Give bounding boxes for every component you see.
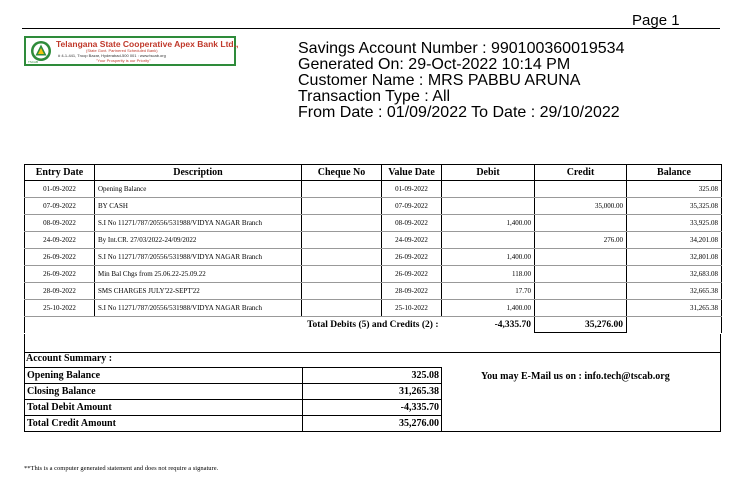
description-cell: Min Bal Chgs from 25.06.22-25.09.22: [95, 266, 302, 283]
entry-date-cell: 26-09-2022: [25, 249, 95, 266]
credit-cell: 276.00: [535, 232, 627, 249]
statement-header: [298, 41, 624, 121]
summary-label: Total Credit Amount: [25, 416, 303, 432]
balance-cell: 31,265.38: [627, 300, 722, 317]
debit-cell: [442, 198, 535, 215]
balance-cell: 35,325.08: [627, 198, 722, 215]
entry-date-cell: 24-09-2022: [25, 232, 95, 249]
account-number: Savings Account Number : 990100360019534: [298, 40, 625, 57]
entry-date-cell: 25-10-2022: [25, 300, 95, 317]
balance-cell: 32,665.38: [627, 283, 722, 300]
credit-cell: 35,000.00: [535, 198, 627, 215]
entry-date-cell: 01-09-2022: [25, 181, 95, 198]
col-description: Description: [95, 165, 302, 181]
summary-spacer: [24, 334, 721, 352]
credit-cell: [535, 249, 627, 266]
cheque-cell: [302, 232, 382, 249]
bank-logo-tag: TSCAB: [28, 60, 39, 64]
col-cheque-no: Cheque No: [302, 165, 382, 181]
summary-label: Opening Balance: [25, 368, 303, 384]
description-cell: S.I No 11271/787/20556/531988/VIDYA NAGAR Branch: [95, 215, 302, 232]
value-date-cell: 24-09-2022: [382, 232, 442, 249]
footnote: **This is a computer generated statement and does not require a signature.: [24, 465, 219, 472]
debit-cell: 17.70: [442, 283, 535, 300]
balance-cell: 33,925.08: [627, 215, 722, 232]
balance-cell: 32,801.08: [627, 249, 722, 266]
account-summary-table: [24, 367, 442, 432]
col-value-date: Value Date: [382, 165, 442, 181]
email-note: You may E-Mail us on : info.tech@tscab.org: [481, 371, 670, 382]
value-date-cell: 01-09-2022: [382, 181, 442, 198]
col-credit: Credit: [535, 165, 627, 181]
value-date-cell: 26-09-2022: [382, 266, 442, 283]
bank-logo: [24, 36, 239, 66]
entry-date-cell: 07-09-2022: [25, 198, 95, 215]
summary-value: 325.08: [303, 368, 442, 384]
total-credit: 35,276.00: [535, 317, 627, 333]
description-cell: By Int.CR. 27/03/2022-24/09/2022: [95, 232, 302, 249]
table-row: [25, 266, 722, 283]
transactions-table: [24, 164, 722, 333]
summary-value: 31,265.38: [303, 384, 442, 400]
debit-cell: 118.00: [442, 266, 535, 283]
page-number: Page 1: [632, 12, 680, 29]
debit-cell: [442, 232, 535, 249]
value-date-cell: 25-10-2022: [382, 300, 442, 317]
credit-cell: [535, 215, 627, 232]
transaction-type: Transaction Type : All: [298, 88, 451, 105]
description-cell: Opening Balance: [95, 181, 302, 198]
totals-row: [25, 317, 722, 333]
date-range: From Date : 01/09/2022 To Date : 29/10/2022: [298, 104, 620, 121]
col-balance: Balance: [627, 165, 722, 181]
credit-cell: [535, 283, 627, 300]
table-row: [25, 215, 722, 232]
customer-name: Customer Name : MRS PABBU ARUNA: [298, 72, 581, 89]
balance-cell: 32,683.08: [627, 266, 722, 283]
value-date-cell: 07-09-2022: [382, 198, 442, 215]
table-row: [25, 198, 722, 215]
credit-cell: [535, 300, 627, 317]
description-cell: S.I No 11271/787/20556/531988/VIDYA NAGAR Branch: [95, 249, 302, 266]
bank-name: Telangana State Cooperative Apex Bank Ltd.,: [56, 39, 239, 49]
entry-date-cell: 08-09-2022: [25, 215, 95, 232]
cheque-cell: [302, 283, 382, 300]
value-date-cell: 26-09-2022: [382, 249, 442, 266]
cheque-cell: [302, 198, 382, 215]
cheque-cell: [302, 300, 382, 317]
entry-date-cell: 26-09-2022: [25, 266, 95, 283]
table-row: [25, 181, 722, 198]
credit-cell: [535, 181, 627, 198]
bank-slogan: "Your Prosperity is our Priority": [96, 58, 151, 63]
bank-emblem-icon: [30, 40, 52, 62]
description-cell: SMS CHARGES JULY'22-SEPT'22: [95, 283, 302, 300]
cheque-cell: [302, 215, 382, 232]
description-cell: BY CASH: [95, 198, 302, 215]
summary-value: -4,335.70: [303, 400, 442, 416]
summary-label: Closing Balance: [25, 384, 303, 400]
balance-cell: 34,201.08: [627, 232, 722, 249]
totals-label: Total Debits (5) and Credits (2) :: [25, 317, 442, 333]
table-header-row: [25, 165, 722, 181]
bank-address: # 4-1-441, Troop Bazar, Hyderabad-500 001 : www.tscab.org: [58, 53, 166, 58]
table-row: [25, 300, 722, 317]
summary-label: Total Debit Amount: [25, 400, 303, 416]
credit-cell: [535, 266, 627, 283]
value-date-cell: 08-09-2022: [382, 215, 442, 232]
summary-row: [25, 416, 442, 432]
table-row: [25, 232, 722, 249]
generated-on: Generated On: 29-Oct-2022 10:14 PM: [298, 56, 571, 73]
summary-value: 35,276.00: [303, 416, 442, 432]
cheque-cell: [302, 249, 382, 266]
value-date-cell: 28-09-2022: [382, 283, 442, 300]
description-cell: S.I No 11271/787/20556/531988/VIDYA NAGAR Branch: [95, 300, 302, 317]
cheque-cell: [302, 181, 382, 198]
col-debit: Debit: [442, 165, 535, 181]
col-entry-date: Entry Date: [25, 165, 95, 181]
debit-cell: 1,400.00: [442, 300, 535, 317]
debit-cell: [442, 181, 535, 198]
cheque-cell: [302, 266, 382, 283]
entry-date-cell: 28-09-2022: [25, 283, 95, 300]
table-row: [25, 283, 722, 300]
debit-cell: 1,400.00: [442, 215, 535, 232]
table-row: [25, 249, 722, 266]
balance-cell: 325.08: [627, 181, 722, 198]
totals-blank: [627, 317, 722, 333]
summary-row: [25, 400, 442, 416]
header-rule: [22, 28, 720, 29]
account-summary-title: Account Summary :: [26, 353, 113, 364]
bank-subtitle: (State Govt. Partnered Scheduled Bank): [86, 48, 158, 53]
total-debit: -4,335.70: [494, 319, 531, 330]
summary-row: [25, 368, 442, 384]
summary-row: [25, 384, 442, 400]
debit-cell: 1,400.00: [442, 249, 535, 266]
